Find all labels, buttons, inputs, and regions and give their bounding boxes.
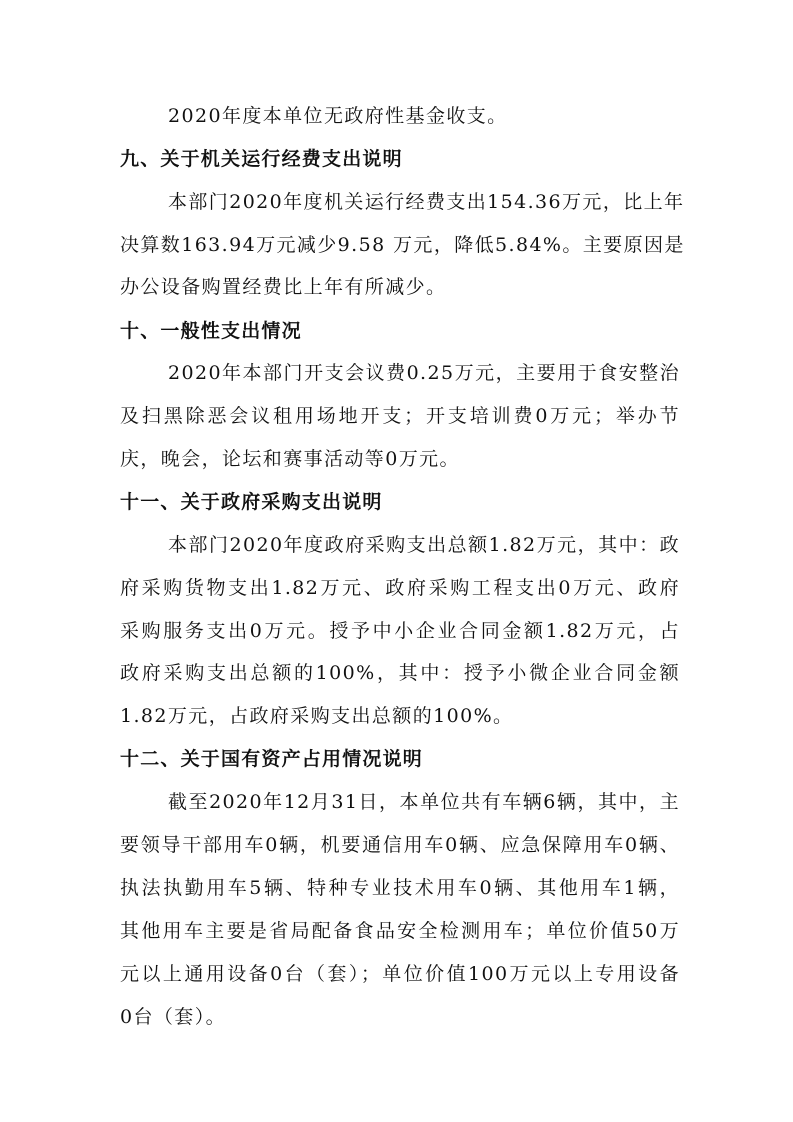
paragraph-line: 及扫黑除恶会议租用场地开支；开支培训费0万元；举办节 bbox=[120, 405, 680, 427]
paragraph-line: 执法执勤用车5辆、特种专业技术用车0辆、其他用车1辆， bbox=[120, 877, 680, 899]
paragraph-line: 政府采购支出总额的100%，其中：授予小微企业合同金额 bbox=[120, 662, 680, 684]
section-heading-9: 九、关于机关运行经费支出说明 bbox=[120, 148, 403, 170]
paragraph-line: 本部门2020年度机关运行经费支出154.36万元，比上年 bbox=[168, 191, 685, 213]
paragraph-line: 2020年本部门开支会议费0.25万元，主要用于食安整治 bbox=[168, 362, 680, 384]
paragraph-line: 2020年度本单位无政府性基金收支。 bbox=[168, 105, 508, 127]
section-heading-12: 十二、关于国有资产占用情况说明 bbox=[120, 748, 424, 770]
section-heading-10: 十、一般性支出情况 bbox=[120, 320, 302, 342]
paragraph-line: 庆，晚会，论坛和赛事活动等0万元。 bbox=[120, 448, 460, 470]
paragraph-line: 截至2020年12月31日，本单位共有车辆6辆，其中，主 bbox=[168, 791, 680, 813]
paragraph-line: 决算数163.94万元减少9.58 万元，降低5.84%。主要原因是 bbox=[120, 234, 685, 256]
section-heading-11: 十一、关于政府采购支出说明 bbox=[120, 491, 383, 513]
paragraph-line: 其他用车主要是省局配备食品安全检测用车；单位价值50万 bbox=[120, 920, 680, 942]
paragraph-line: 元以上通用设备0台（套）；单位价值100万元以上专用设备 bbox=[120, 963, 680, 985]
paragraph-line: 要领导干部用车0辆，机要通信用车0辆、应急保障用车0辆、 bbox=[120, 834, 680, 856]
paragraph-line: 0台（套）。 bbox=[120, 1006, 226, 1028]
paragraph-line: 府采购货物支出1.82万元、政府采购工程支出0万元、政府 bbox=[120, 577, 680, 599]
paragraph-line: 1.82万元，占政府采购支出总额的100%。 bbox=[120, 705, 514, 727]
paragraph-line: 办公设备购置经费比上年有所减少。 bbox=[120, 276, 447, 298]
paragraph-line: 本部门2020年度政府采购支出总额1.82万元，其中：政 bbox=[168, 534, 680, 556]
paragraph-line: 采购服务支出0万元。授予中小企业合同金额1.82万元，占 bbox=[120, 620, 680, 642]
